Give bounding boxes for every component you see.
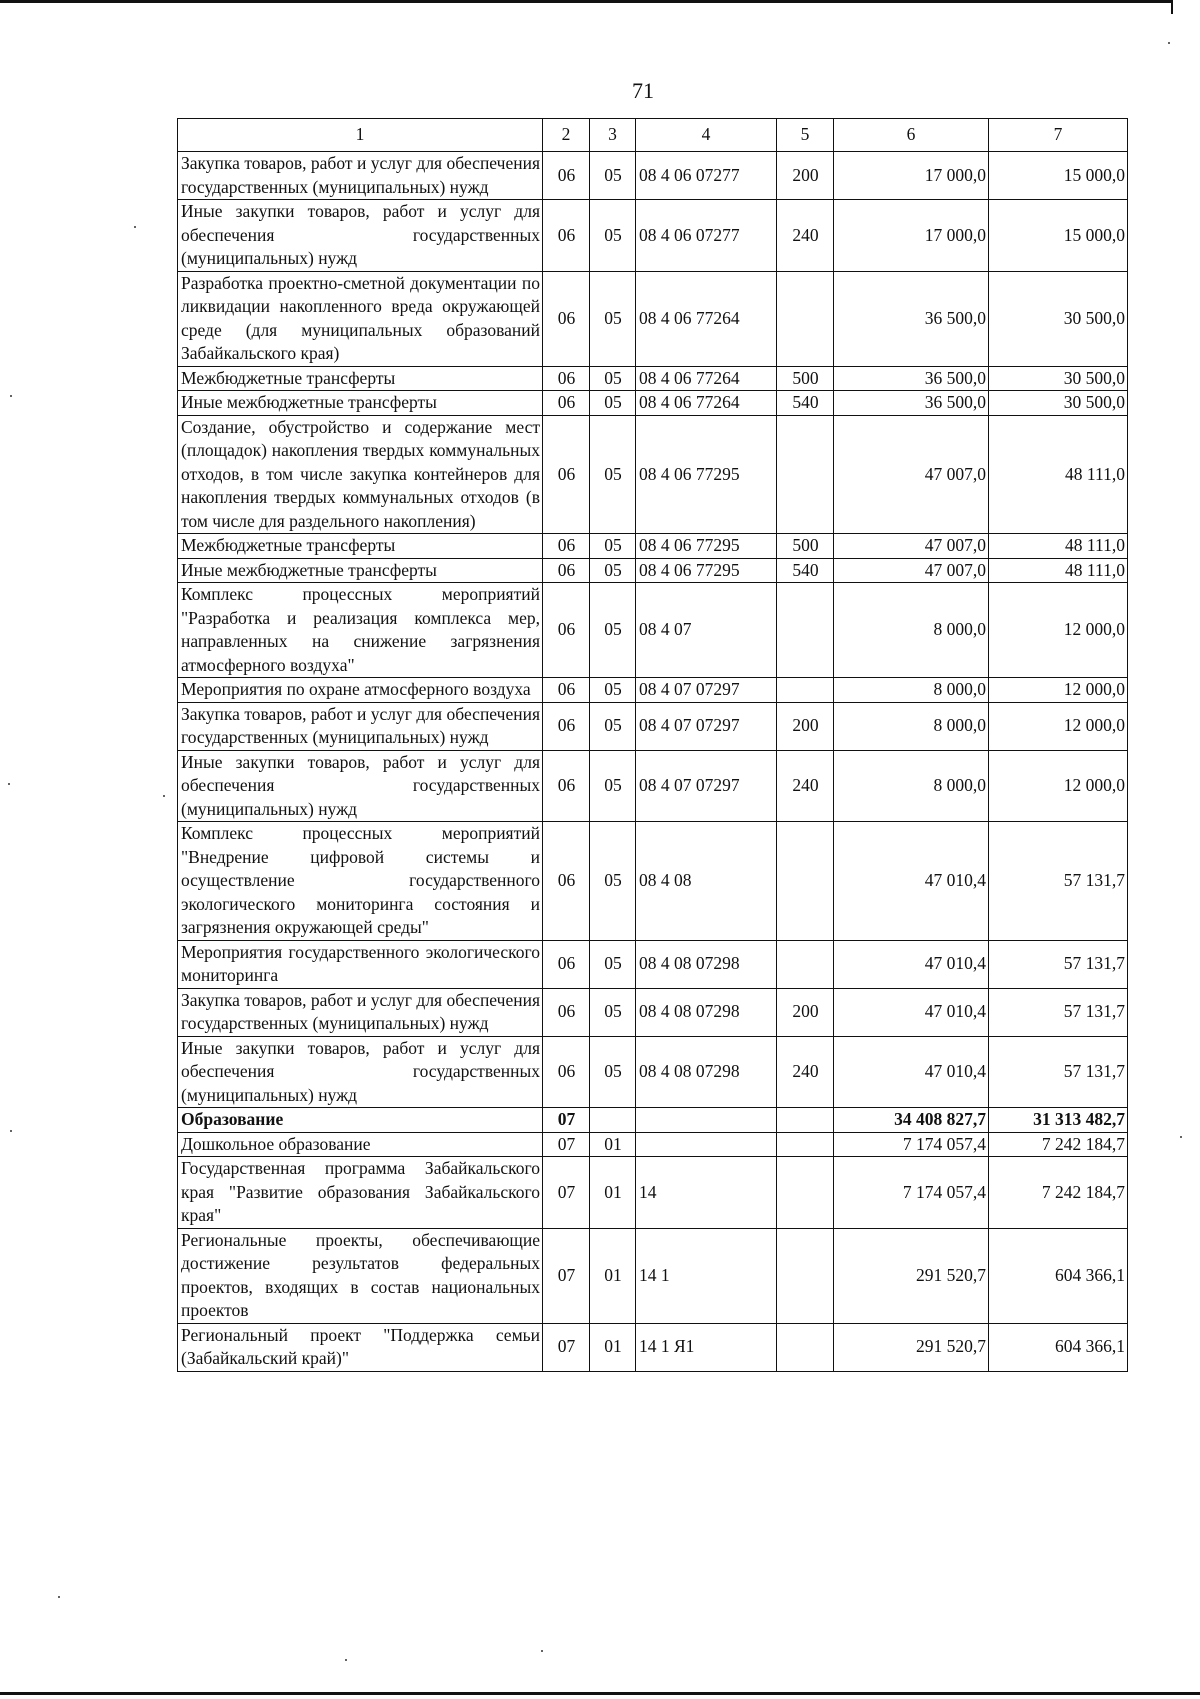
column-header: 4: [636, 119, 777, 152]
amount-year-1: 17 000,0: [834, 152, 989, 200]
amount-year-2: 57 131,7: [989, 940, 1128, 988]
scan-speck: [541, 1650, 543, 1652]
target-article-code: 08 4 08 07298: [636, 940, 777, 988]
row-name: Межбюджетные трансферты: [178, 366, 543, 391]
table-row: [178, 558, 1128, 583]
section-code: 06: [543, 415, 590, 534]
table-row: [178, 1157, 1128, 1229]
section-code: 06: [543, 391, 590, 416]
target-article-code: 08 4 06 07277: [636, 152, 777, 200]
amount-year-2: 48 111,0: [989, 415, 1128, 534]
table-body: [178, 152, 1128, 1372]
table-row: [178, 1228, 1128, 1323]
target-article-code: 14: [636, 1157, 777, 1229]
subsection-code: 05: [590, 750, 636, 822]
target-article-code: 08 4 06 77264: [636, 366, 777, 391]
table-row: [178, 988, 1128, 1036]
amount-year-2: 30 500,0: [989, 366, 1128, 391]
row-name: Государственная программа Забайкальского края "Развитие образования Забайкальского края": [178, 1157, 543, 1229]
target-article-code: 08 4 06 77264: [636, 271, 777, 366]
amount-year-1: 34 408 827,7: [834, 1108, 989, 1133]
target-article-code: 08 4 07 07297: [636, 702, 777, 750]
expense-type-code: 240: [777, 200, 834, 272]
scan-speck: [1168, 42, 1170, 44]
row-name: Образование: [178, 1108, 543, 1133]
expense-type-code: [777, 1228, 834, 1323]
table-row: [178, 750, 1128, 822]
amount-year-1: 47 010,4: [834, 822, 989, 941]
expense-type-code: 500: [777, 534, 834, 559]
amount-year-1: 8 000,0: [834, 750, 989, 822]
expense-type-code: 500: [777, 366, 834, 391]
row-name: Закупка товаров, работ и услуг для обеспечения государственных (муниципальных) нужд: [178, 702, 543, 750]
section-code: 07: [543, 1132, 590, 1157]
amount-year-1: 47 007,0: [834, 415, 989, 534]
amount-year-1: 7 174 057,4: [834, 1132, 989, 1157]
table-row: [178, 940, 1128, 988]
column-header: 7: [989, 119, 1128, 152]
section-code: 07: [543, 1228, 590, 1323]
expense-type-code: 200: [777, 702, 834, 750]
subsection-code: 01: [590, 1228, 636, 1323]
expense-type-code: 200: [777, 152, 834, 200]
expense-type-code: [777, 1108, 834, 1133]
expense-type-code: 240: [777, 1036, 834, 1108]
section-code: 06: [543, 988, 590, 1036]
target-article-code: 08 4 07 07297: [636, 750, 777, 822]
subsection-code: 05: [590, 558, 636, 583]
column-header: 5: [777, 119, 834, 152]
amount-year-2: 12 000,0: [989, 750, 1128, 822]
scan-speck: [345, 1659, 347, 1661]
amount-year-2: 57 131,7: [989, 1036, 1128, 1108]
row-name: Комплекс процессных мероприятий "Разработка и реализация комплекса мер, направленных на снижение загрязнения атмосферного воздуха": [178, 583, 543, 678]
amount-year-2: 604 366,1: [989, 1323, 1128, 1371]
section-code: 07: [543, 1108, 590, 1133]
table-row: [178, 822, 1128, 941]
subsection-code: 01: [590, 1323, 636, 1371]
row-name: Иные закупки товаров, работ и услуг для обеспечения государственных (муниципальных) нужд: [178, 200, 543, 272]
subsection-code: 05: [590, 702, 636, 750]
subsection-code: 05: [590, 988, 636, 1036]
row-name: Межбюджетные трансферты: [178, 534, 543, 559]
target-article-code: 14 1: [636, 1228, 777, 1323]
scan-speck: [10, 395, 12, 397]
table-row: [178, 1036, 1128, 1108]
scan-speck: [163, 795, 165, 797]
subsection-code: 05: [590, 583, 636, 678]
amount-year-2: 604 366,1: [989, 1228, 1128, 1323]
page-number: 71: [632, 78, 654, 103]
subsection-code: 05: [590, 940, 636, 988]
target-article-code: 08 4 08: [636, 822, 777, 941]
table-row: [178, 391, 1128, 416]
target-article-code: 08 4 08 07298: [636, 988, 777, 1036]
target-article-code: 08 4 06 77295: [636, 534, 777, 559]
amount-year-1: 47 007,0: [834, 558, 989, 583]
section-code: 07: [543, 1157, 590, 1229]
expense-type-code: 540: [777, 558, 834, 583]
amount-year-1: 8 000,0: [834, 702, 989, 750]
subsection-code: 05: [590, 415, 636, 534]
expense-type-code: [777, 1157, 834, 1229]
amount-year-1: 8 000,0: [834, 678, 989, 703]
row-name: Разработка проектно-сметной документации по ликвидации накопленного вреда окружающей среде (для муниципальных образований Забайкальского края): [178, 271, 543, 366]
section-code: 06: [543, 702, 590, 750]
column-header: 2: [543, 119, 590, 152]
subsection-code: 01: [590, 1157, 636, 1229]
section-code: 06: [543, 822, 590, 941]
subsection-code: 05: [590, 1036, 636, 1108]
subsection-code: 05: [590, 152, 636, 200]
table-row: [178, 152, 1128, 200]
target-article-code: 14 1 Я1: [636, 1323, 777, 1371]
table-row: [178, 1132, 1128, 1157]
amount-year-1: 291 520,7: [834, 1228, 989, 1323]
row-name: Региональные проекты, обеспечивающие достижение результатов федеральных проектов, входящих в состав национальных проектов: [178, 1228, 543, 1323]
section-code: 06: [543, 558, 590, 583]
amount-year-2: 15 000,0: [989, 200, 1128, 272]
row-name: Иные межбюджетные трансферты: [178, 391, 543, 416]
target-article-code: [636, 1108, 777, 1133]
expense-type-code: [777, 1132, 834, 1157]
subsection-code: [590, 1108, 636, 1133]
amount-year-2: 31 313 482,7: [989, 1108, 1128, 1133]
table-row: [178, 200, 1128, 272]
amount-year-2: 15 000,0: [989, 152, 1128, 200]
table-row: [178, 415, 1128, 534]
subsection-code: 01: [590, 1132, 636, 1157]
scan-border-top: [0, 0, 1172, 3]
row-name: Создание, обустройство и содержание мест (площадок) накопления твердых коммунальных отходов, в том числе закупка контейнеров для накопления твердых коммунальных отходов (в том числе для раздельного накопления): [178, 415, 543, 534]
subsection-code: 05: [590, 271, 636, 366]
amount-year-2: 12 000,0: [989, 583, 1128, 678]
expense-type-code: [777, 940, 834, 988]
amount-year-1: 291 520,7: [834, 1323, 989, 1371]
amount-year-1: 17 000,0: [834, 200, 989, 272]
target-article-code: 08 4 06 77295: [636, 415, 777, 534]
section-code: 06: [543, 534, 590, 559]
section-code: 06: [543, 940, 590, 988]
amount-year-2: 48 111,0: [989, 558, 1128, 583]
expense-type-code: [777, 1323, 834, 1371]
section-code: 06: [543, 271, 590, 366]
table-row: [178, 1323, 1128, 1371]
scan-speck: [58, 1596, 60, 1598]
target-article-code: 08 4 07: [636, 583, 777, 678]
budget-table: [177, 118, 1128, 1372]
table-row: [178, 271, 1128, 366]
expense-type-code: 540: [777, 391, 834, 416]
table-row: [178, 366, 1128, 391]
expense-type-code: [777, 678, 834, 703]
amount-year-1: 8 000,0: [834, 583, 989, 678]
amount-year-2: 30 500,0: [989, 391, 1128, 416]
column-number-row: [178, 119, 1128, 152]
section-code: 06: [543, 583, 590, 678]
section-code: 06: [543, 750, 590, 822]
target-article-code: 08 4 06 07277: [636, 200, 777, 272]
subsection-code: 05: [590, 391, 636, 416]
expense-type-code: [777, 415, 834, 534]
target-article-code: [636, 1132, 777, 1157]
row-name: Иные закупки товаров, работ и услуг для обеспечения государственных (муниципальных) нужд: [178, 750, 543, 822]
amount-year-2: 12 000,0: [989, 678, 1128, 703]
subsection-code: 05: [590, 200, 636, 272]
row-name: Закупка товаров, работ и услуг для обеспечения государственных (муниципальных) нужд: [178, 988, 543, 1036]
row-name: Региональный проект "Поддержка семьи (Забайкальский край)": [178, 1323, 543, 1371]
column-header: 6: [834, 119, 989, 152]
expense-type-code: [777, 583, 834, 678]
amount-year-2: 57 131,7: [989, 988, 1128, 1036]
amount-year-2: 12 000,0: [989, 702, 1128, 750]
table-row: [178, 678, 1128, 703]
amount-year-2: 7 242 184,7: [989, 1132, 1128, 1157]
amount-year-1: 47 010,4: [834, 1036, 989, 1108]
section-code: 06: [543, 366, 590, 391]
amount-year-2: 57 131,7: [989, 822, 1128, 941]
scan-speck: [8, 783, 10, 785]
scan-speck: [134, 226, 136, 228]
amount-year-1: 47 010,4: [834, 988, 989, 1036]
column-header: 1: [178, 119, 543, 152]
scan-speck: [10, 1130, 12, 1132]
row-name: Дошкольное образование: [178, 1132, 543, 1157]
column-header: 3: [590, 119, 636, 152]
section-code: 07: [543, 1323, 590, 1371]
section-code: 06: [543, 152, 590, 200]
amount-year-2: 48 111,0: [989, 534, 1128, 559]
target-article-code: 08 4 06 77295: [636, 558, 777, 583]
subsection-code: 05: [590, 366, 636, 391]
subsection-code: 05: [590, 822, 636, 941]
section-code: 06: [543, 678, 590, 703]
amount-year-1: 47 007,0: [834, 534, 989, 559]
amount-year-1: 47 010,4: [834, 940, 989, 988]
scan-border-right: [1171, 0, 1173, 14]
row-name: Комплекс процессных мероприятий "Внедрение цифровой системы и осуществление государственного экологического мониторинга состояния и загрязнения окружающей среды": [178, 822, 543, 941]
target-article-code: 08 4 07 07297: [636, 678, 777, 703]
row-name: Иные закупки товаров, работ и услуг для обеспечения государственных (муниципальных) нужд: [178, 1036, 543, 1108]
expense-type-code: 240: [777, 750, 834, 822]
amount-year-1: 36 500,0: [834, 366, 989, 391]
amount-year-1: 36 500,0: [834, 271, 989, 366]
row-name: Иные межбюджетные трансферты: [178, 558, 543, 583]
row-name: Закупка товаров, работ и услуг для обеспечения государственных (муниципальных) нужд: [178, 152, 543, 200]
scan-border-bottom: [0, 1692, 1200, 1695]
amount-year-1: 36 500,0: [834, 391, 989, 416]
target-article-code: 08 4 08 07298: [636, 1036, 777, 1108]
table-row: [178, 583, 1128, 678]
section-code: 06: [543, 1036, 590, 1108]
section-code: 06: [543, 200, 590, 272]
expense-type-code: 200: [777, 988, 834, 1036]
table-row: [178, 1108, 1128, 1133]
target-article-code: 08 4 06 77264: [636, 391, 777, 416]
amount-year-1: 7 174 057,4: [834, 1157, 989, 1229]
expense-type-code: [777, 271, 834, 366]
subsection-code: 05: [590, 678, 636, 703]
table-row: [178, 702, 1128, 750]
table-row: [178, 534, 1128, 559]
expense-type-code: [777, 822, 834, 941]
amount-year-2: 7 242 184,7: [989, 1157, 1128, 1229]
row-name: Мероприятия по охране атмосферного воздуха: [178, 678, 543, 703]
scan-speck: [1180, 1136, 1182, 1138]
subsection-code: 05: [590, 534, 636, 559]
amount-year-2: 30 500,0: [989, 271, 1128, 366]
row-name: Мероприятия государственного экологического мониторинга: [178, 940, 543, 988]
